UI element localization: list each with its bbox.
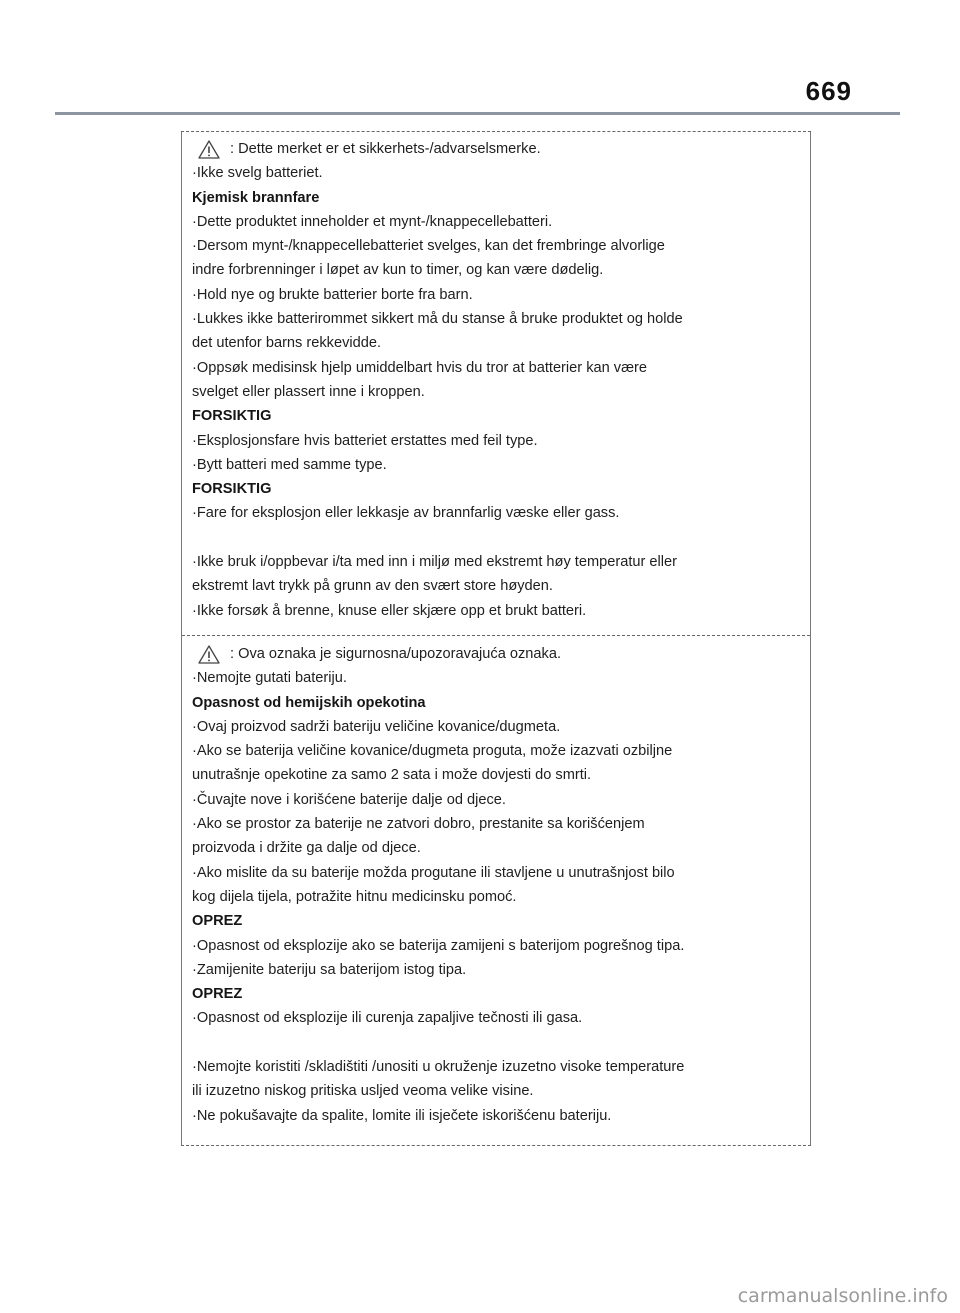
- text-line: ·Ako se prostor za baterije ne zatvori dobro, prestanite sa korišćenjem: [192, 816, 645, 833]
- text-line: ·Ikke forsøk å brenne, knuse eller skjære opp et brukt batteri.: [192, 602, 587, 619]
- text-line: ·Opasnost od eksplozije ili curenja zapaljive tečnosti ili gasa.: [192, 1010, 583, 1027]
- blank-line: [192, 526, 800, 550]
- watermark: carmanualsonline.info: [737, 1285, 948, 1307]
- croatian-symbol-text: : Ova oznaka je sigurnosna/upozoravajuća oznaka.: [230, 646, 561, 662]
- text-line: proizvoda i držite ga dalje od djece.: [192, 840, 421, 857]
- text-line: ·Ikke bruk i/oppbevar i/ta med inn i miljø med ekstremt høy temperatur eller: [192, 554, 678, 571]
- section-heading: Kjemisk brannfare: [192, 189, 320, 206]
- page-number: 669: [805, 76, 852, 106]
- text-line: ·Eksplosjonsfare hvis batteriet erstattes med feil type.: [192, 432, 538, 449]
- section-heading: OPREZ: [192, 986, 243, 1003]
- text-line: det utenfor barns rekkevidde.: [192, 335, 382, 352]
- text-line: ·Dette produktet inneholder et mynt-/knappecellebatteri.: [192, 213, 553, 230]
- warning-triangle-icon: [198, 140, 220, 159]
- warning-triangle-icon: [198, 645, 220, 664]
- section-heading: FORSIKTIG: [192, 481, 272, 498]
- text-line: ·Nemojte koristiti /skladištiti /unositi u okruženje izuzetno visoke temperature: [192, 1059, 685, 1076]
- norwegian-lines: [192, 161, 800, 623]
- text-line: ·Dersom mynt-/knappecellebatteriet svelges, kan det frembringe alvorlige: [192, 238, 665, 255]
- text-line: unutrašnje opekotine za samo 2 sata i može dovjesti do smrti.: [192, 767, 592, 784]
- text-line: ·Opasnost od eksplozije ako se baterija zamijeni s baterijom pogrešnog tipa.: [192, 937, 685, 954]
- croatian-lines: [192, 666, 800, 1128]
- croatian-section: [182, 642, 810, 1128]
- text-line: ekstremt lavt trykk på grunn av den svært store høyden.: [192, 578, 553, 595]
- header-rule: [55, 112, 900, 115]
- section-heading: FORSIKTIG: [192, 408, 272, 425]
- norwegian-symbol-line: [192, 137, 800, 161]
- text-line: ·Ako se baterija veličine kovanice/dugmeta proguta, može izazvati ozbiljne: [192, 743, 673, 760]
- text-line: indre forbrenninger i løpet av kun to timer, og kan være dødelig.: [192, 262, 604, 279]
- text-line: ·Bytt batteri med samme type.: [192, 456, 387, 473]
- text-line: ·Ikke svelg batteriet.: [192, 165, 323, 182]
- text-line: ·Zamijenite bateriju sa baterijom istog tipa.: [192, 961, 467, 978]
- croatian-symbol-line: [192, 642, 800, 666]
- warning-box: [181, 131, 811, 1146]
- text-line: ·Fare for eksplosjon eller lekkasje av brannfarlig væske eller gass.: [192, 505, 620, 522]
- section-divider: [182, 635, 810, 636]
- text-line: kog dijela tijela, potražite hitnu medicinsku pomoć.: [192, 888, 517, 905]
- section-heading: OPREZ: [192, 913, 243, 930]
- text-line: ·Lukkes ikke batterirommet sikkert må du stanse å bruke produktet og holde: [192, 311, 683, 328]
- text-line: ·Ovaj proizvod sadrži bateriju veličine kovanice/dugmeta.: [192, 718, 561, 735]
- text-line: ·Nemojte gutati bateriju.: [192, 670, 347, 687]
- text-line: ·Ako mislite da su baterije možda progutane ili stavljene u unutrašnjost bilo: [192, 864, 675, 881]
- text-line: ·Hold nye og brukte batterier borte fra barn.: [192, 286, 473, 303]
- section-heading: Opasnost od hemijskih opekotina: [192, 694, 426, 711]
- text-line: ·Čuvajte nove i korišćene baterije dalje od djece.: [192, 791, 506, 808]
- blank-line: [192, 1031, 800, 1055]
- text-line: svelget eller plassert inne i kroppen.: [192, 383, 425, 400]
- norwegian-section: [182, 137, 810, 623]
- text-line: ili izuzetno niskog pritiska usljed veoma velike visine.: [192, 1083, 534, 1100]
- text-line: ·Oppsøk medisinsk hjelp umiddelbart hvis du tror at batterier kan være: [192, 359, 648, 376]
- norwegian-symbol-text: : Dette merket er et sikkerhets-/advarselsmerke.: [230, 141, 541, 157]
- text-line: ·Ne pokušavajte da spalite, lomite ili isječete iskorišćenu bateriju.: [192, 1107, 612, 1124]
